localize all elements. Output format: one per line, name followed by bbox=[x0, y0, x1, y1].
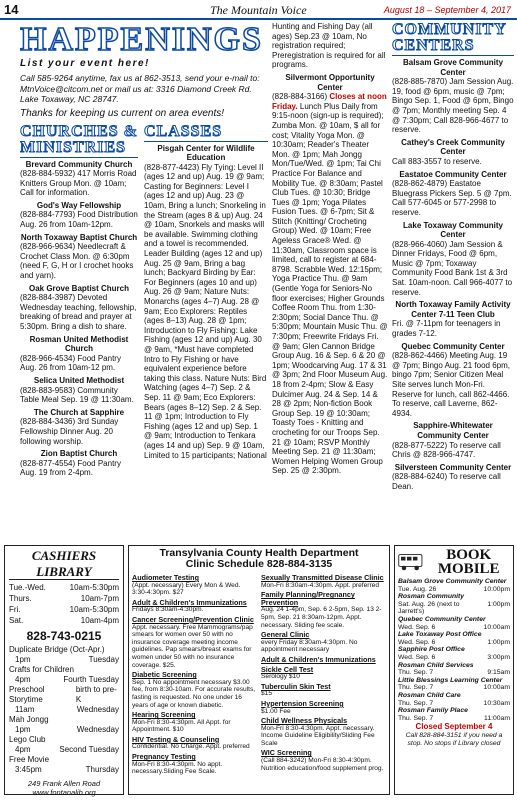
hours-row: Sat. 10am-4pm bbox=[9, 616, 119, 626]
church-entry: Zion Baptist Church (828-877-4554) Food Pantry Aug. 19 from 2-4pm. bbox=[20, 449, 121, 478]
library-address: 249 Frank Allen Road www.fontanalib.org bbox=[9, 779, 119, 797]
clinic-item: Hypertension Screening $1.00 Fee bbox=[261, 698, 344, 715]
church-entry: Brevard Community Church (828-884-5932) 417 Morris Road Knitters Group Mon. @ 10am; Call for information. bbox=[20, 159, 137, 198]
classes-section bbox=[144, 124, 268, 481]
middle-column bbox=[272, 22, 388, 562]
classes-heading: CLASSES bbox=[144, 122, 223, 140]
closed-notice: Closes at noon Friday. bbox=[272, 92, 387, 111]
health-department-ad bbox=[128, 545, 390, 795]
library-event-time: 1pm Tuesday bbox=[15, 654, 119, 664]
church-entry: God's Way Fellowship (828-884-7793) Food Distribution Aug. 26 from 10am-12pm. bbox=[20, 200, 138, 230]
church-entry: Selica United Methodist (828-883-9583) Community Table Meal Sep. 19 @ 11:30am. bbox=[20, 375, 134, 405]
clinic-item: Sickle Cell Test Serology $10 bbox=[261, 664, 314, 681]
hours-row: Tue.-Wed. 10am-5:30pm bbox=[9, 583, 119, 593]
happenings-thanks: Thanks for keeping us current on area events! bbox=[20, 107, 225, 119]
church-entry: Rosman United Methodist Church (828-966-4534) Food Pantry Aug. 26 from 10am-12 pm. bbox=[20, 334, 129, 373]
community-entry: Eastatoe Community Center (828-862-4879) Eastatoe Bluegrass Pickers Sep. 5 @ 7pm. Call 577-6045 or 577-2998 to reserve. bbox=[392, 169, 512, 217]
health-subtitle: Clinic Schedule 828-884-3135 bbox=[185, 558, 333, 570]
bookmobile-title: BOOK MOBILE bbox=[437, 547, 500, 577]
library-event: Mah Jongg bbox=[9, 714, 49, 724]
clinic-item: HIV Testing & Counseling Confidential. No Charge. Appt. preferred bbox=[132, 734, 250, 751]
happenings-tagline: List your event here! bbox=[20, 58, 150, 69]
community-entry: North Toxaway Family Activity Center 7-11 Teen Club Fri. @ 7-11pm for teenagers in grades 7-12. bbox=[392, 300, 511, 339]
community-heading: COMMUNITY CENTERS bbox=[392, 22, 507, 54]
right-column bbox=[392, 22, 514, 542]
cashiers-library-ad bbox=[4, 545, 124, 795]
hours-row: Fri. 10am-5:30pm bbox=[9, 605, 119, 615]
community-entry: Balsam Grove Community Center (828-885-7870) Jam Session Aug. 19, food @ 6pm, music @ 7pm; Bingo Sep. 1, Food @ 6pm, Bingo @ 7pm; Monthly meeting Sep. 4 @ 7:30pm; Call 828-966-4677 to reserve. bbox=[392, 58, 514, 135]
clinic-item: Child Wellness Physicals Mon-Fri 8:30-4:30pm. Appt. necessary. Income Guideline Eligibility/Sliding Fee Scale bbox=[261, 716, 375, 747]
library-event: Free Movie bbox=[9, 754, 50, 764]
community-entry: Cathey's Creek Community Center Call 883-3557 to reserve. bbox=[392, 137, 505, 166]
church-entry: Oak Grove Baptist Church (828-884-3987) Devoted Wednesday teaching, fellowship, breaking of bread and prayer at 5:30pm. Bring a dish to share. bbox=[20, 283, 137, 331]
library-website: www.fontanalib.org bbox=[32, 787, 96, 797]
health-left-col bbox=[132, 572, 257, 776]
bookmobile-stop: Quebec Community Center Wed. Sep. 6 10:00am bbox=[398, 615, 510, 631]
newspaper-name: The Mountain Voice bbox=[210, 3, 307, 17]
community-entry: Quebec Community Center (828-862-4466) Meeting Aug. 19 @ 7pm; Bingo Aug. 21 food 6pm, bingo 7pm; Senior Citizen Meal Site serves lunch Mon-Fri. Reserve for lunch, call 862-4466. To reserve, call Laverne, 862-4934. bbox=[392, 341, 510, 418]
classes-continued: Hunting and Fishing Day (all ages) Sep.23 @ 10am, No registration required; Preregistration is required for all programs. bbox=[272, 22, 386, 70]
hours-row: Thurs. 10am-7pm bbox=[9, 594, 119, 604]
happenings-intro: Call 585-9264 anytime, fax us at 862-3513, send your e-mail to: MtnVoice@citcom.net or mail us at: 3316 Diamond Creek Rd. Lake Toxaway, NC 28747. bbox=[20, 73, 260, 104]
page-header bbox=[0, 0, 517, 20]
library-event-time: 4pm Second Tuesday bbox=[15, 744, 119, 754]
bookmobile-stop: Little Blessings Learning Center Thu. Sep. 7 10:00am bbox=[398, 676, 510, 692]
left-column bbox=[20, 22, 268, 542]
closed-notice: Closed September 4 bbox=[415, 722, 493, 732]
clinic-item: Pregnancy Testing Mon-Fri 8:30-4:30pm. No appt. necessary.Sliding Fee Scale. bbox=[132, 752, 223, 776]
church-entry: The Church at Sapphire (828-884-3436) 3rd Sunday Fellowship Dinner Aug. 20 following worship. bbox=[20, 407, 125, 446]
library-event-time: 4pm Fourth Tuesday bbox=[15, 674, 119, 684]
clinic-item: General Clinic every Friday 8:30am-4:30pm. No appointment necessary bbox=[261, 630, 358, 654]
churches-heading: CHURCHES & MINISTRIES bbox=[20, 122, 139, 156]
clinic-item: Diabetic Screening Sep. 1 No appointment necessary $3.00 fee, from 8:30-10am. For accurate results, fasting is requested. No one under 16 years of age or known diabetic. bbox=[132, 670, 256, 709]
bookmobile-stop: Rosman Child Care Thu. Sep. 7 10:30am bbox=[398, 691, 510, 707]
bookmobile-stop: Sapphire Post Office Wed. Sep. 6 3:00pm bbox=[398, 646, 510, 661]
clinic-item: Tuberculin Skin Test $15 bbox=[261, 681, 331, 698]
bookmobile-footer: Call 828-884-3151 if you need a stop. No stops if Library closed bbox=[405, 731, 503, 747]
bus-icon bbox=[398, 549, 423, 575]
clinic-item: WIC Screening (Call 884-3242) Mon-Fri 8:30-4:30pm. Nutrition education/food supplement prog. bbox=[261, 748, 384, 772]
clinic-item: Adult & Children's Immunizations Fridays 8:30am-4:30pm. bbox=[132, 597, 247, 614]
happenings-title: HAPPENINGS bbox=[20, 22, 263, 58]
clinic-item: Sexually Transmitted Disease Clinic Mon-Fri 8:30am-4:30pm. Appt. preferred bbox=[261, 573, 384, 589]
health-title: Transylvania County Health Department bbox=[159, 547, 359, 559]
library-event: Duplicate Bridge (Oct-Apr.) bbox=[9, 644, 105, 654]
bookmobile-stop: Rosman Child Services Thu. Sep. 7 9:15am bbox=[398, 661, 510, 677]
library-title: CASHIERS LIBRARY bbox=[9, 548, 119, 580]
bookmobile-ad bbox=[394, 545, 514, 795]
bookmobile-stop: Rosman Community Sat. Aug. 26 (next to Jarrett's) 1:00pm bbox=[398, 593, 510, 616]
library-event-time: 1pm Wednesday bbox=[15, 724, 119, 734]
clinic-item: Cancer Screening/Prevention Clinic Appt. necessary. Free Mammograms/pap smears for women over 50 with no insurance coverage meeting income guidelines. Pap smears/breast exams for women under 50 with no insurance coverage. $25. bbox=[132, 614, 254, 669]
library-event-time: 3:45pm Thursday bbox=[15, 764, 119, 774]
clinic-item: Adult & Children's Immunizations bbox=[261, 654, 376, 664]
community-entry: Lake Toxaway Community Center (828-966-4060) Jam Session & Dinner Fridays, Food @ 6pm, Music @ 7pm; Toxaway Community Food Bank 1st & 3rd Sat. 10am-noon. Call 966-4077 to reserve. bbox=[392, 220, 513, 297]
health-right-col bbox=[261, 572, 386, 776]
clinic-item: Hearing Screening Mon-Fri 8:30-4:30pm. All Appt. for Appointment. $10 bbox=[132, 710, 231, 734]
clinic-item: Audiometer Testing (Appt. necessary) Every Mon & Wed. 3:30-4:30pm. $27 bbox=[132, 573, 241, 597]
library-event-time: 11am Wednesday bbox=[15, 704, 119, 714]
churches-section bbox=[20, 124, 138, 481]
library-event: Preschool Storytime birth to pre-K bbox=[9, 684, 117, 704]
bookmobile-stop: Rosman Family Place Thu. Sep. 7 11:00am bbox=[398, 707, 510, 722]
library-event: Crafts for Children bbox=[9, 664, 74, 674]
page-number: 14 bbox=[4, 2, 19, 17]
community-entry: Silversteen Community Center (828-884-6240) To reserve call Dean. bbox=[392, 462, 512, 491]
church-entry: North Toxaway Baptist Church (828-966-9634) Needlecraft & Crochet Class Mon. @ 6:30pm (need F, G, H or I crochet hooks and yarn). bbox=[20, 232, 138, 281]
bookmobile-stop: Balsam Grove Community Center Tue. Aug. 26 10:00pm bbox=[398, 578, 510, 593]
class-entry: Pisgah Center for Wildlife Education (828-877-4423) Fly Tying: Level II (ages 12 and up) Aug. 19 @ 9am; Casting for Beginners: Level I (ages 12 and up) Aug. 23 @ 10am, Bring a lunch; Snorkeling in the Stream (ages 8 & up) Aug. 24 @ 10am, Snorkels and masks will be available. Swimming clothing and a towel is recommended. Leader Building (ages 12 and up) Aug. 25 @ 9am, Bring a bag lunch; Backyard Birding by Ear: For Beginners (ages 10 and up) Aug. 26 @ 9am; Nature Nuts: Monarchs (ages 4–7) Aug. 28 @ 9am; Eco Explorers: Reptiles (ages 8–13) Aug. 28 @ 1pm; Introduction to Fly Fishing: Lake Fishing (ages 12 and up) Aug. 30 @ 9am, *Must have completed Intro to Fly Fishing or have equivalent experience before taking this class. Nature Nuts: Bird Watching (ages 4–7) Sep. 2 & Sep. 11 @ 9am; Eco Explorers: Bears (ages 8–12) Sep. 2 & Sep. 11 @ 1pm; Introduction to Fly Fishing (ages 12 and up) Sep. 1 @ 9am; Introduction to Tenkara (ages 14 and up) Sep. 9 @ 10am, Limited to 15 participants; National bbox=[144, 143, 267, 460]
bookmobile-stop: Lake Toxaway Post Office Wed. Sep. 6 1:00pm bbox=[398, 631, 510, 646]
clinic-item: Family Planning/Pregnancy Prevention Aug. 24 1-4pm, Sep. 6 2-5pm, Sep. 13 2-5pm, Sep. 21 8:30am-12pm. Appt. necessary. Sliding fee scale. bbox=[261, 590, 382, 629]
silvermont-entry: Silvermont Opportunity Center (828-884-3166) Closes at noon Friday. Lunch Plus Daily from 9:15-noon (sign-up is required); Zumba Mon. @ 10am, $ all for cost; Vitality Yoga Mon. @ 10:30am; Reader's Theater Mon. @ 1pm; Mah Jongg Mon/Tue/Wed. @ 1pm; Tai Chi Practice For Balance and Mobility Tue. @ 8:30am; Pastel Club Tues. @ 10:30; Bridge Tues @ 1pm; Yoga Pilates Fusion Tues. @ 6-7pm; Sit & Stitch (Knitting/ Crocheting Group) Wed. @ 10am; Free Ageless Grace® Wed. @ 11:30am, Classroom space is limited, call to register at 684-8798. Scrabble Wed. 12:15pm; Yoga Practice Thu. @ 9am (Gentle Yoga for Seniors-No floor exercises; Higher Grounds Coffee Room Thu. from 1:30-2:30pm; Social Dance Thu. @ 5:30pm; Mountain Music Thu. @ 7:30pm; Freewrite Fridays Fri. @ 9am; Glen Cannon Bridge Group Aug. 16 & Sep. 6 & 20 @ 1pm; Woodcarving Aug. 17 & 31 @ 3pm; 2nd Floor Museum Aug. 18 from 2-4pm; Slow & Easy Dulcimer Aug. 24 & Sep. 14 & 28 @ 2pm; Non-fiction Book Group Sep. 19 @ 10:30am; Toasty Toes - Knitting and crocheting for our Troops Sep. 21 @ 10am; RSVP Monthly Meeting Sep. 21 @ 11:30am; Women Helping Women Group Sep. 25 @ 2:30pm. bbox=[272, 72, 388, 476]
community-entry: Sapphire-Whitewater Community Center (828-877-5222) To reserve call Chris @ 828-966-4747. bbox=[392, 421, 501, 460]
library-phone: 828-743-0215 bbox=[26, 629, 102, 644]
issue-date: August 18 – September 4, 2017 bbox=[383, 5, 511, 15]
library-event: Lego Club bbox=[9, 734, 46, 744]
